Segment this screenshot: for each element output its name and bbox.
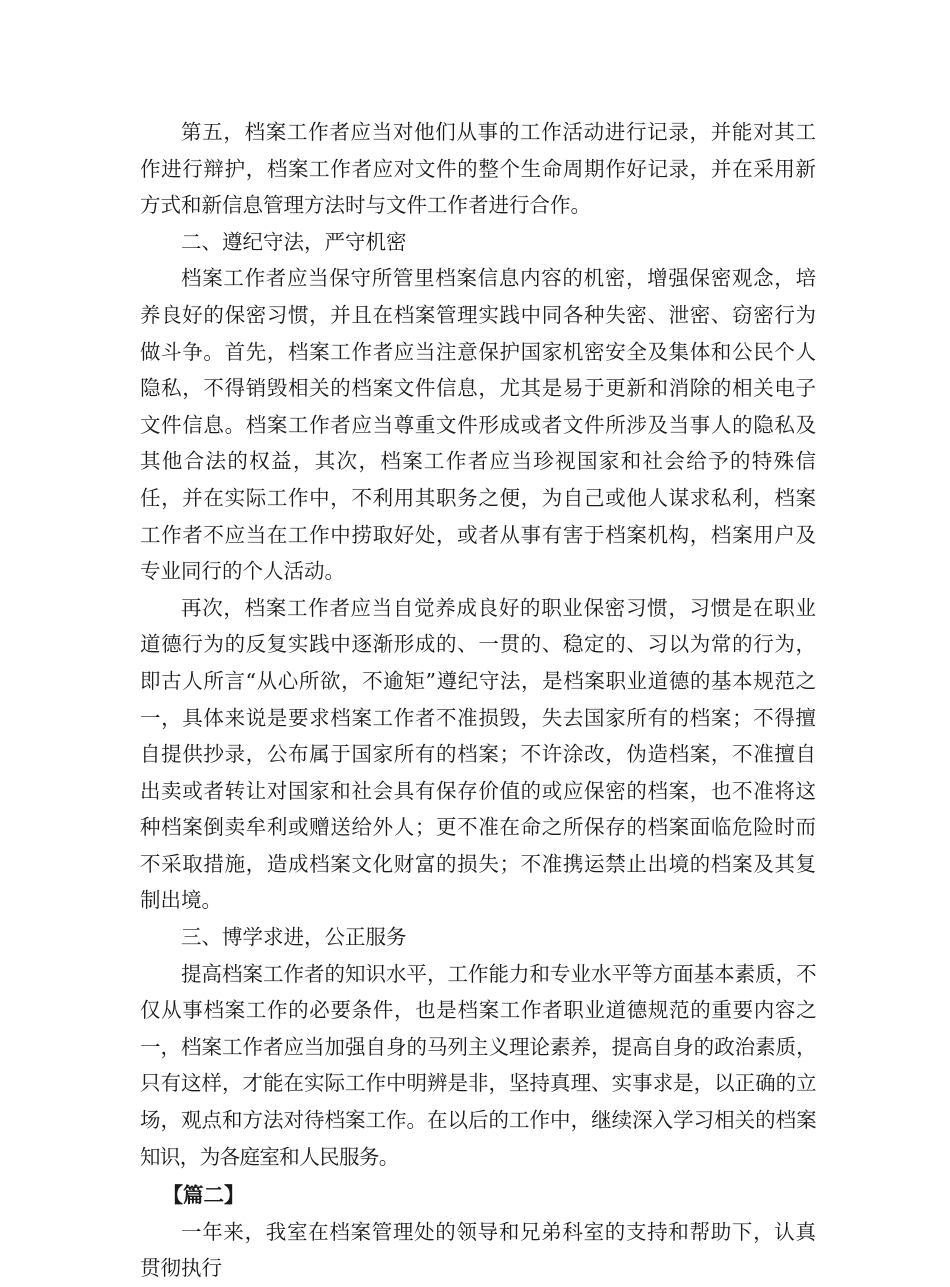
document-body bbox=[140, 114, 816, 1287]
part-two-marker: 【篇二】 bbox=[162, 1183, 245, 1208]
paragraph-part-two-intro: 一年来，我室在档案管理处的领导和兄弟科室的支持和帮助下，认真贯彻执行 bbox=[140, 1219, 816, 1281]
paragraph-fifth-point: 第五，档案工作者应当对他们从事的工作活动进行记录，并能对其工作进行辩护，档案工作者应对文件的整个生命周期作好记录，并在采用新方式和新信息管理方法时与文件工作者进行合作。 bbox=[140, 120, 816, 218]
paragraph-knowledge: 提高档案工作者的知识水平，工作能力和专业水平等方面基本素质，不仅从事档案工作的必要条件，也是档案工作者职业道德规范的重要内容之一，档案工作者应当加强自身的马列主义理论素养，提高自身的政治素质，只有这样，才能在实际工作中明辨是非，坚持真理、实事求是，以正确的立场，观点和方法对待档案工作。在以后的工作中，继续深入学习相关的档案知识，为各庭室和人民服务。 bbox=[140, 961, 816, 1169]
section-heading-3: 三、博学求进，公正服务 bbox=[181, 925, 407, 950]
section-heading-2: 二、遵纪守法，严守机密 bbox=[181, 229, 407, 254]
paragraph-secrecy-habits: 再次，档案工作者应当自觉养成良好的职业保密习惯，习惯是在职业道德行为的反复实践中逐渐形成的、一贯的、稳定的、习以为常的行为，即古人所言“从心所欲，不逾矩”遵纪守法，是档案职业道德的基本规范之一，具体来说是要求档案工作者不准损毁，失去国家所有的档案；不得擅自提供抄录，公布属于国家所有的档案；不许涂改，伪造档案，不准擅自出卖或者转让对国家和社会具有保存价值的或应保密的档案，也不准将这种档案倒卖牟利或赠送给外人；更不准在命之所保存的档案面临危险时而不采取措施，造成档案文化财富的损失；不准携运禁止出境的档案及其复制出境。 bbox=[140, 595, 816, 913]
paragraph-confidentiality: 档案工作者应当保守所管里档案信息内容的机密，增强保密观念，培养良好的保密习惯，并且在档案管理实践中同各种失密、泄密、窃密行为做斗争。首先，档案工作者应当注意保护国家机密安全及集体和公民个人隐私，不得销毁相关的档案文件信息，尤其是易于更新和消除的相关电子文件信息。档案工作者应当尊重文件形成或者文件所涉及当事人的隐私及其他合法的权益，其次，档案工作者应当珍视国家和社会给予的特殊信任，并在实际工作中，不利用其职务之便，为自己或他人谋求私利，档案工作者不应当在工作中捞取好处，或者从事有害于档案机构，档案用户及专业同行的个人活动。 bbox=[140, 266, 816, 584]
